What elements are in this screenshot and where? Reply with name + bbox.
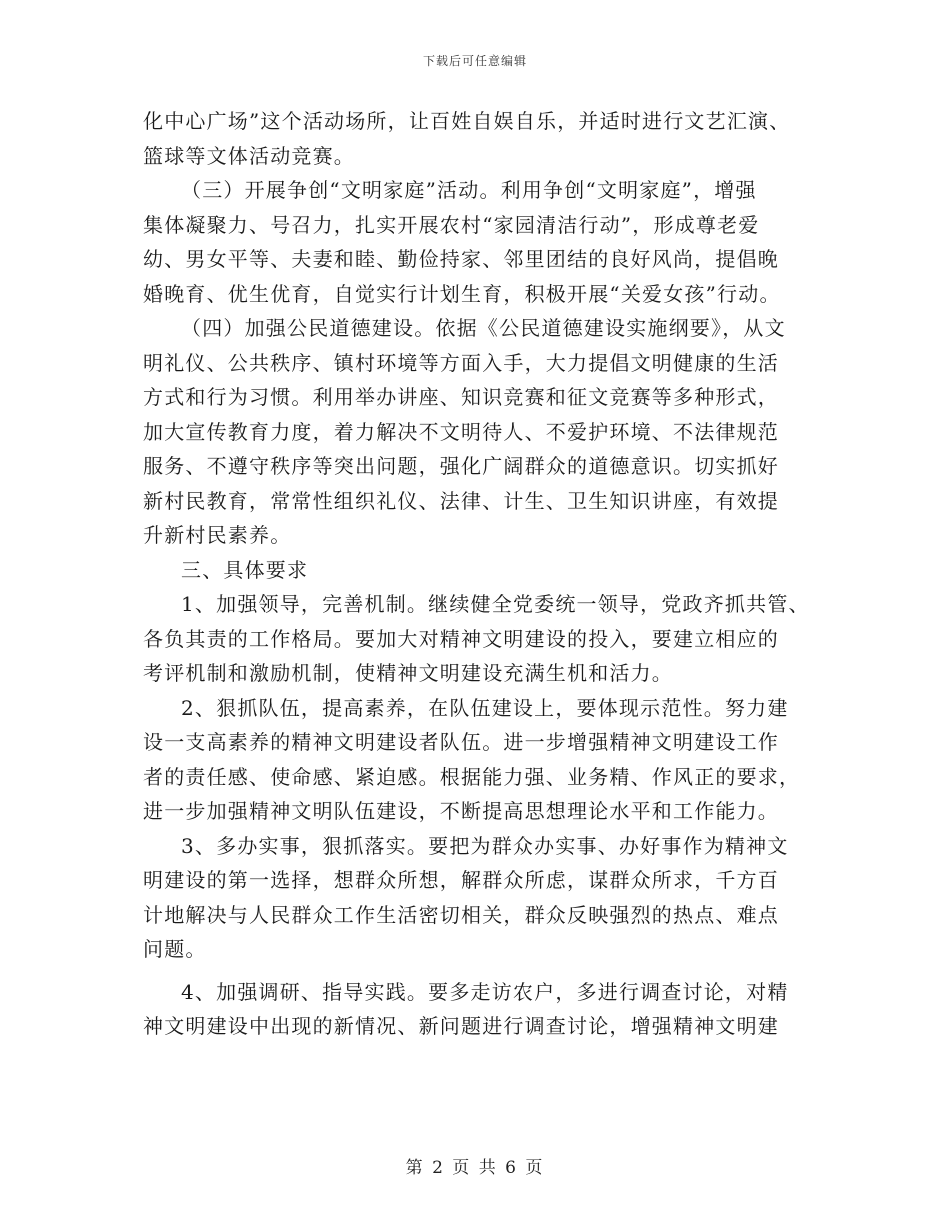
text-line: 升新村民素养。	[143, 523, 292, 547]
text-line: 神文明建设中出现的新情况、新问题进行调查讨论，增强精神文明建	[143, 1014, 779, 1038]
text-line: 明礼仪、公共秩序、镇村环境等方面入手，大力提倡文明健康的生活	[143, 350, 779, 375]
paragraph-start: 3、多办实事，狠抓落实。要把为群众办实事、办好事作为精神文	[181, 833, 789, 858]
section-heading: 三、具体要求	[181, 557, 309, 582]
text-line: 婚晚育、优生优育，自觉实行计划生育，积极开展“关爱女孩”行动。	[143, 281, 781, 306]
text-line: 考评机制和激励机制，使精神文明建设充满生机和活力。	[143, 661, 673, 685]
text-line: 者的责任感、使命感、紧迫感。根据能力强、业务精、作风正的要求，	[143, 764, 801, 789]
document-body	[143, 104, 823, 1044]
text-line: 计地解决与人民群众工作生活密切相关，群众反映强烈的热点、难点	[143, 902, 779, 927]
paragraph-start: 1、加强领导，完善机制。继续健全党委统一领导，党政齐抓共管、	[181, 592, 810, 616]
paragraph-start: 2、狠抓队伍，提高素养，在队伍建设上，要体现示范性。努力建	[181, 695, 789, 720]
paragraph-start: （三）开展争创“文明家庭”活动。利用争创“文明家庭”，增强	[181, 178, 757, 202]
text-line: 进一步加强精神文明队伍建设，不断提高思想理论水平和工作能力。	[143, 799, 779, 823]
paragraph-start: （四）加强公民道德建设。依据《公民道德建设实施纲要》，从文	[181, 316, 786, 340]
page-number: 第 2 页 共 6 页	[405, 1158, 545, 1178]
text-line: 新村民教育，常常性组织礼仪、法律、计生、卫生知识讲座，有效提	[143, 488, 779, 513]
text-line: 方式和行为习惯。利用举办讲座、知识竞赛和征文竞赛等多种形式，	[143, 385, 779, 409]
text-line: 明建设的第一选择，想群众所想，解群众所虑，谋群众所求，千方百	[143, 868, 779, 892]
text-line: 篮球等文体活动竞赛。	[143, 143, 355, 168]
text-line: 设一支高素养的精神文明建设者队伍。进一步增强精神文明建设工作	[143, 730, 779, 754]
text-line: 加大宣传教育力度，着力解决不文明待人、不爱护环境、不法律规范	[143, 419, 779, 444]
text-line: 问题。	[143, 937, 207, 961]
text-line: 化中心广场”这个活动场所，让百姓自娱自乐，并适时进行文艺汇演、	[143, 109, 791, 133]
text-line: 幼、男女平等、夫妻和睦、勤俭持家、邻里团结的良好风尚，提倡晚	[143, 247, 779, 271]
text-line: 服务、不遵守秩序等突出问题，强化广阔群众的道德意识。切实抓好	[143, 454, 779, 478]
paragraph-start: 4、加强调研、指导实践。要多走访农户，多进行调查讨论，对精	[181, 979, 789, 1004]
text-line: 各负其责的工作格局。要加大对精神文明建设的投入，要建立相应的	[143, 626, 779, 651]
page-header: 下载后可任意编辑	[422, 54, 527, 68]
text-line: 集体凝聚力、号召力，扎实开展农村“家园清洁行动”，形成尊老爱	[143, 212, 760, 237]
